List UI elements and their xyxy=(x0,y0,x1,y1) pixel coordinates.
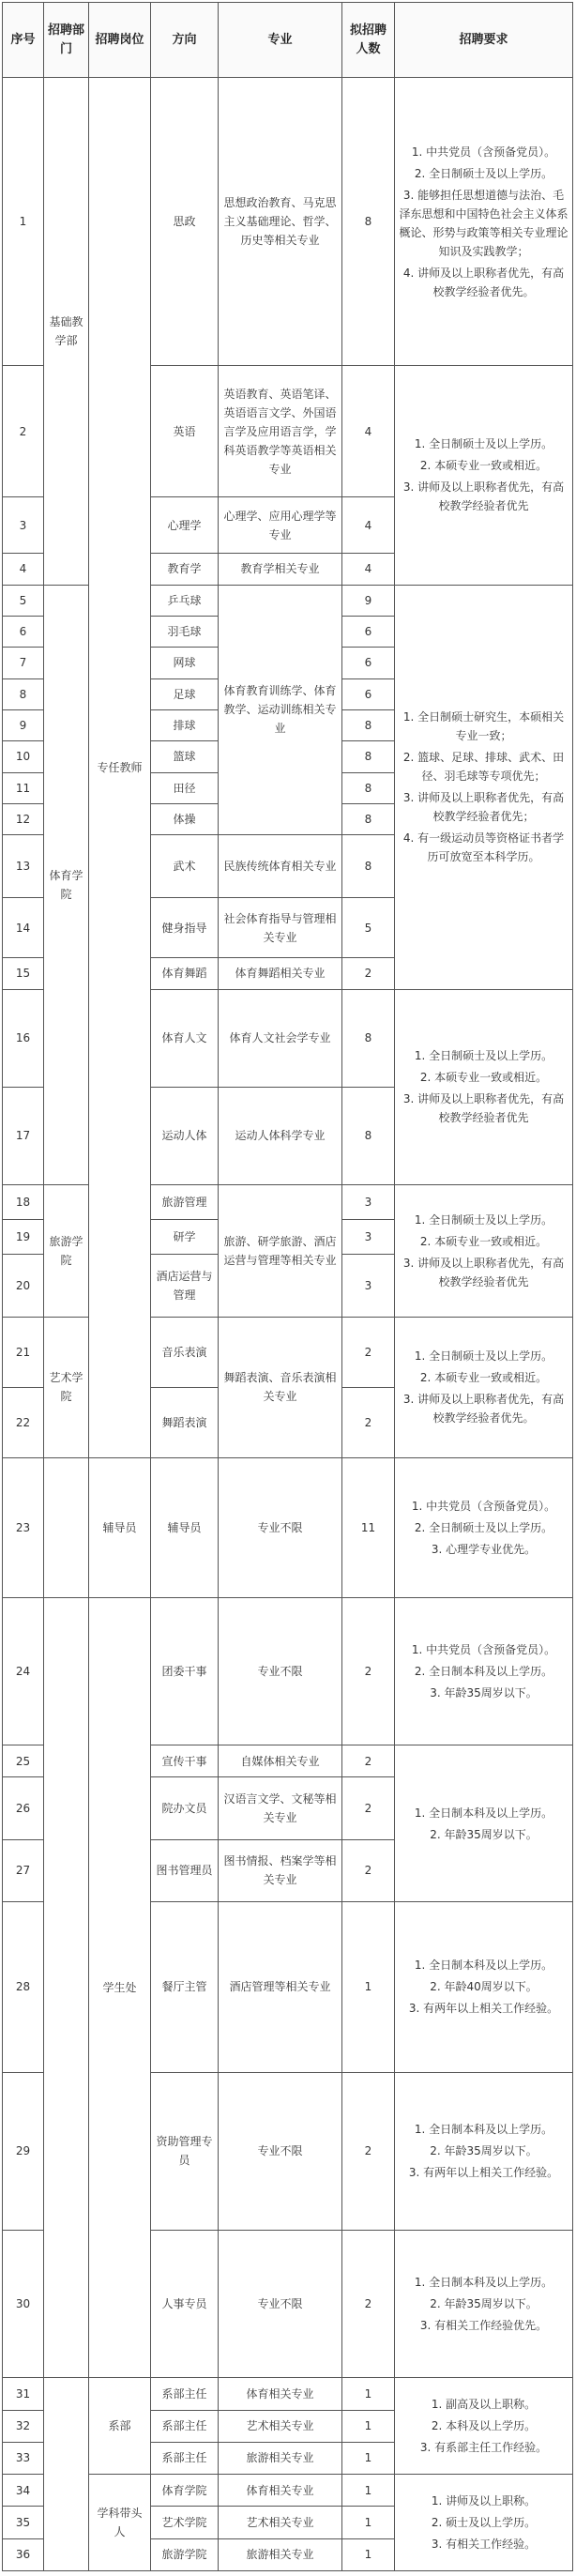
requirement-line: 1. 副高及以上职称。 xyxy=(431,2398,537,2412)
count-cell: 2 xyxy=(342,1839,395,1902)
row-number: 6 xyxy=(3,616,44,647)
major-cell: 体育舞蹈相关专业 xyxy=(219,958,342,989)
direction-cell: 艺术学院 xyxy=(151,2507,219,2538)
direction-cell: 舞蹈表演 xyxy=(151,1387,219,1457)
requirement-line: 2. 全日制硕士及以上学历。 xyxy=(414,1520,553,1534)
count-cell: 9 xyxy=(342,585,395,616)
post-cell: 专任教师 xyxy=(89,78,151,1457)
table-row xyxy=(3,2378,573,2410)
direction-cell: 体育舞蹈 xyxy=(151,958,219,989)
requirement-line: 2. 全日制硕士及以上学历。 xyxy=(414,166,553,180)
count-cell: 6 xyxy=(342,616,395,647)
count-cell: 1 xyxy=(342,2410,395,2442)
requirement-line: 1. 全日制硕士研究生，本硕相关专业一致； xyxy=(402,710,565,742)
row-number: 31 xyxy=(3,2378,44,2410)
row-number: 13 xyxy=(3,835,44,898)
direction-cell: 辅导员 xyxy=(151,1457,219,1597)
requirement-line: 1. 全日制本科及以上学历。 xyxy=(414,1959,553,1973)
requirement-line: 1. 中共党员（含预备党员）。 xyxy=(411,1643,556,1657)
direction-cell: 篮球 xyxy=(151,741,219,772)
row-number: 35 xyxy=(3,2507,44,2538)
requirement-line: 2. 全日制本科及以上学历。 xyxy=(414,1665,553,1679)
dept-cell: 艺术学院 xyxy=(44,1318,89,1457)
table-row xyxy=(3,2475,573,2507)
count-cell: 1 xyxy=(342,2475,395,2507)
post-cell: 系部 xyxy=(89,2378,151,2475)
row-number: 20 xyxy=(3,1255,44,1318)
count-cell: 11 xyxy=(342,1457,395,1597)
header-row xyxy=(3,3,573,78)
count-cell: 8 xyxy=(342,1087,395,1184)
row-number: 27 xyxy=(3,1839,44,1902)
requirement-line: 1. 中共党员（含预备党员）。 xyxy=(411,1499,556,1513)
count-cell: 4 xyxy=(342,365,395,496)
row-number: 36 xyxy=(3,2538,44,2570)
requirement-line: 4. 有一级运动员等资格证书者学历可放宽至本科学历。 xyxy=(402,831,565,863)
direction-cell: 系部主任 xyxy=(151,2410,219,2442)
direction-cell: 研学 xyxy=(151,1220,219,1255)
major-cell: 思想政治教育、马克思主义基础理论、哲学、历史等相关专业 xyxy=(219,78,342,366)
direction-cell: 人事专员 xyxy=(151,2230,219,2377)
major-cell: 专业不限 xyxy=(219,1597,342,1745)
requirements-cell xyxy=(395,365,573,585)
row-number: 25 xyxy=(3,1745,44,1776)
requirement-line: 3. 有两年以上相关工作经验。 xyxy=(408,2166,559,2180)
major-cell: 专业不限 xyxy=(219,2072,342,2230)
requirements-cell xyxy=(395,1457,573,1597)
count-cell: 1 xyxy=(342,1902,395,2072)
row-number: 9 xyxy=(3,709,44,740)
direction-cell: 体操 xyxy=(151,804,219,835)
row-number: 29 xyxy=(3,2072,44,2230)
header-count: 拟招聘人数 xyxy=(342,3,395,78)
recruitment-table-wrapper xyxy=(2,2,572,2571)
major-cell: 社会体育指导与管理相关专业 xyxy=(219,898,342,958)
requirement-line: 2. 本硕专业一致或相近。 xyxy=(419,1234,548,1248)
count-cell: 2 xyxy=(342,2230,395,2377)
row-number: 26 xyxy=(3,1776,44,1839)
requirements-cell xyxy=(395,2230,573,2377)
count-cell: 3 xyxy=(342,1184,395,1219)
dept-cell: 基础教学部 xyxy=(44,78,89,585)
direction-cell: 体育学院 xyxy=(151,2475,219,2507)
row-number: 33 xyxy=(3,2442,44,2474)
count-cell: 8 xyxy=(342,772,395,803)
direction-cell: 宣传干事 xyxy=(151,1745,219,1776)
direction-cell: 思政 xyxy=(151,78,219,366)
row-number: 12 xyxy=(3,804,44,835)
recruitment-table xyxy=(2,2,573,2571)
table-row xyxy=(3,1457,573,1597)
major-cell: 体育人文社会学专业 xyxy=(219,989,342,1087)
requirements-cell xyxy=(395,585,573,989)
requirement-line: 2. 篮球、足球、排球、武术、田径、羽毛球等专项优先； xyxy=(402,751,565,783)
header-dept: 招聘部门 xyxy=(44,3,89,78)
row-number: 30 xyxy=(3,2230,44,2377)
count-cell: 2 xyxy=(342,1597,395,1745)
post-cell: 学科带头人 xyxy=(89,2475,151,2571)
dept-cell xyxy=(44,2378,89,2571)
count-cell: 3 xyxy=(342,1220,395,1255)
major-cell: 体育教育训练学、体育教学、运动训练相关专业 xyxy=(219,585,342,835)
requirements-cell xyxy=(395,1318,573,1457)
direction-cell: 音乐表演 xyxy=(151,1318,219,1388)
header-direction: 方向 xyxy=(151,3,219,78)
post-cell: 学生处 xyxy=(89,1597,151,2377)
major-cell: 英语教育、英语笔译、英语语言文学、外国语言学及应用语言学，学科英语教学等英语相关专业 xyxy=(219,365,342,496)
row-number: 32 xyxy=(3,2410,44,2442)
count-cell: 2 xyxy=(342,1387,395,1457)
requirement-line: 3. 有相关工作经验。 xyxy=(431,2538,537,2552)
direction-cell: 系部主任 xyxy=(151,2442,219,2474)
requirements-cell xyxy=(395,989,573,1184)
count-cell: 1 xyxy=(342,2507,395,2538)
row-number: 17 xyxy=(3,1087,44,1184)
major-cell: 旅游、研学旅游、酒店运营与管理等相关专业 xyxy=(219,1184,342,1317)
requirements-cell xyxy=(395,1597,573,1745)
major-cell: 体育相关专业 xyxy=(219,2378,342,2410)
requirement-line: 3. 讲师及以上职称者优先，有高校教学经验者优先 xyxy=(402,480,565,513)
direction-cell: 心理学 xyxy=(151,497,219,554)
direction-cell: 英语 xyxy=(151,365,219,496)
requirement-line: 3. 有两年以上相关工作经验。 xyxy=(408,2002,559,2016)
major-cell: 教育学相关专业 xyxy=(219,554,342,585)
requirement-line: 2. 年龄40周岁以下。 xyxy=(430,1980,538,1994)
row-number: 8 xyxy=(3,678,44,709)
direction-cell: 资助管理专员 xyxy=(151,2072,219,2230)
table-row xyxy=(3,78,573,366)
row-number: 34 xyxy=(3,2475,44,2507)
count-cell: 8 xyxy=(342,835,395,898)
direction-cell: 院办文员 xyxy=(151,1776,219,1839)
requirement-line: 1. 全日制本科及以上学历。 xyxy=(414,1806,553,1820)
direction-cell: 网球 xyxy=(151,648,219,678)
row-number: 14 xyxy=(3,898,44,958)
major-cell: 汉语言文学、文秘等相关专业 xyxy=(219,1776,342,1839)
direction-cell: 餐厅主管 xyxy=(151,1902,219,2072)
table-row xyxy=(3,1184,573,1219)
count-cell: 2 xyxy=(342,1745,395,1776)
requirement-line: 1. 讲师及以上职称。 xyxy=(431,2494,537,2508)
count-cell: 8 xyxy=(342,709,395,740)
dept-cell xyxy=(44,1457,89,1597)
requirement-line: 2. 本硕专业一致或相近。 xyxy=(419,1071,548,1085)
row-number: 4 xyxy=(3,554,44,585)
direction-cell: 体育人文 xyxy=(151,989,219,1087)
requirement-line: 2. 年龄35周岁以下。 xyxy=(430,1827,538,1841)
direction-cell: 酒店运营与管理 xyxy=(151,1255,219,1318)
dept-cell xyxy=(44,1597,89,2377)
requirement-line: 3. 年龄35周岁以下。 xyxy=(430,1686,538,1700)
row-number: 5 xyxy=(3,585,44,616)
row-number: 19 xyxy=(3,1220,44,1255)
requirements-cell xyxy=(395,2072,573,2230)
count-cell: 2 xyxy=(342,1776,395,1839)
requirement-line: 2. 年龄35周岁以下。 xyxy=(430,2144,538,2158)
requirement-line: 3. 讲师及以上职称者优先，有高校教学经验者优先。 xyxy=(402,1393,565,1425)
requirements-cell xyxy=(395,1184,573,1317)
requirements-cell xyxy=(395,2378,573,2475)
direction-cell: 健身指导 xyxy=(151,898,219,958)
requirement-line: 1. 中共党员（含预备党员）。 xyxy=(411,145,556,159)
header-no: 序号 xyxy=(3,3,44,78)
header-requirements: 招聘要求 xyxy=(395,3,573,78)
major-cell: 艺术相关专业 xyxy=(219,2410,342,2442)
count-cell: 6 xyxy=(342,648,395,678)
count-cell: 2 xyxy=(342,958,395,989)
requirements-cell xyxy=(395,1902,573,2072)
direction-cell: 羽毛球 xyxy=(151,616,219,647)
row-number: 11 xyxy=(3,772,44,803)
direction-cell: 田径 xyxy=(151,772,219,803)
row-number: 3 xyxy=(3,497,44,554)
major-cell: 艺术相关专业 xyxy=(219,2507,342,2538)
row-number: 21 xyxy=(3,1318,44,1388)
major-cell: 心理学、应用心理学等专业 xyxy=(219,497,342,554)
direction-cell: 教育学 xyxy=(151,554,219,585)
count-cell: 4 xyxy=(342,497,395,554)
direction-cell: 团委干事 xyxy=(151,1597,219,1745)
row-number: 2 xyxy=(3,365,44,496)
requirement-line: 3. 讲师及以上职称者优先，有高校教学经验者优先 xyxy=(402,1092,565,1125)
requirement-line: 1. 全日制硕士及以上学历。 xyxy=(414,1349,553,1364)
direction-cell: 图书管理员 xyxy=(151,1839,219,1902)
direction-cell: 旅游学院 xyxy=(151,2538,219,2570)
row-number: 16 xyxy=(3,989,44,1087)
count-cell: 1 xyxy=(342,2442,395,2474)
count-cell: 8 xyxy=(342,78,395,366)
header-major: 专业 xyxy=(219,3,342,78)
dept-cell: 体育学院 xyxy=(44,585,89,1184)
direction-cell: 系部主任 xyxy=(151,2378,219,2410)
requirement-line: 3. 讲师及以上职称者优先，有高校教学经验者优先 xyxy=(402,1256,565,1288)
requirement-line: 2. 本硕专业一致或相近。 xyxy=(419,459,548,473)
count-cell: 8 xyxy=(342,741,395,772)
requirement-line: 3. 有相关工作经验优先。 xyxy=(419,2319,548,2333)
requirements-cell xyxy=(395,2475,573,2571)
requirement-line: 2. 本科及以上学历。 xyxy=(431,2419,537,2433)
major-cell: 专业不限 xyxy=(219,2230,342,2377)
direction-cell: 足球 xyxy=(151,678,219,709)
row-number: 7 xyxy=(3,648,44,678)
major-cell: 旅游相关专业 xyxy=(219,2442,342,2474)
requirement-line: 3. 心理学专业优先。 xyxy=(431,1542,537,1556)
row-number: 23 xyxy=(3,1457,44,1597)
requirement-line: 2. 年龄35周岁以下。 xyxy=(430,2297,538,2311)
count-cell: 2 xyxy=(342,1318,395,1388)
count-cell: 1 xyxy=(342,2538,395,2570)
requirement-line: 1. 全日制本科及以上学历。 xyxy=(414,2123,553,2137)
major-cell: 运动人体科学专业 xyxy=(219,1087,342,1184)
requirement-line: 1. 全日制硕士及以上学历。 xyxy=(414,1212,553,1227)
row-number: 1 xyxy=(3,78,44,366)
count-cell: 5 xyxy=(342,898,395,958)
requirements-cell xyxy=(395,1745,573,1902)
requirement-line: 2. 硕士及以上学历。 xyxy=(431,2516,537,2530)
header-post: 招聘岗位 xyxy=(89,3,151,78)
major-cell: 旅游相关专业 xyxy=(219,2538,342,2570)
count-cell: 6 xyxy=(342,678,395,709)
requirement-line: 4. 讲师及以上职称者优先，有高校教学经验者优先。 xyxy=(402,266,565,298)
row-number: 22 xyxy=(3,1387,44,1457)
direction-cell: 乒乓球 xyxy=(151,585,219,616)
requirement-line: 3. 讲师及以上职称者优先，有高校教学经验者优先； xyxy=(402,791,565,823)
major-cell: 酒店管理等相关专业 xyxy=(219,1902,342,2072)
direction-cell: 运动人体 xyxy=(151,1087,219,1184)
direction-cell: 排球 xyxy=(151,709,219,740)
post-cell: 辅导员 xyxy=(89,1457,151,1597)
requirement-line: 2. 本硕专业一致或相近。 xyxy=(419,1371,548,1385)
row-number: 24 xyxy=(3,1597,44,1745)
row-number: 10 xyxy=(3,741,44,772)
major-cell: 体育相关专业 xyxy=(219,2475,342,2507)
row-number: 15 xyxy=(3,958,44,989)
table-row xyxy=(3,1318,573,1388)
major-cell: 自媒体相关专业 xyxy=(219,1745,342,1776)
requirement-line: 1. 全日制硕士及以上学历。 xyxy=(414,437,553,451)
count-cell: 3 xyxy=(342,1255,395,1318)
major-cell: 专业不限 xyxy=(219,1457,342,1597)
requirement-line: 1. 全日制本科及以上学历。 xyxy=(414,2276,553,2290)
count-cell: 1 xyxy=(342,2378,395,2410)
major-cell: 民族传统体育相关专业 xyxy=(219,835,342,898)
requirements-cell xyxy=(395,78,573,366)
count-cell: 2 xyxy=(342,2072,395,2230)
dept-cell: 旅游学院 xyxy=(44,1184,89,1317)
direction-cell: 旅游管理 xyxy=(151,1184,219,1219)
row-number: 18 xyxy=(3,1184,44,1219)
requirement-line: 1. 全日制硕士及以上学历。 xyxy=(414,1049,553,1063)
count-cell: 8 xyxy=(342,804,395,835)
major-cell: 舞蹈表演、音乐表演相关专业 xyxy=(219,1318,342,1457)
table-row xyxy=(3,585,573,616)
row-number: 28 xyxy=(3,1902,44,2072)
major-cell: 图书情报、档案学等相关专业 xyxy=(219,1839,342,1902)
direction-cell: 武术 xyxy=(151,835,219,898)
table-row xyxy=(3,1597,573,1745)
requirement-line: 3. 能够担任思想道德与法治、毛泽东思想和中国特色社会主义体系概论、形势与政策等相关专业理论知识及实践教学； xyxy=(399,188,568,258)
count-cell: 4 xyxy=(342,554,395,585)
count-cell: 8 xyxy=(342,989,395,1087)
requirement-line: 3. 有系部主任工作经验。 xyxy=(419,2441,548,2455)
